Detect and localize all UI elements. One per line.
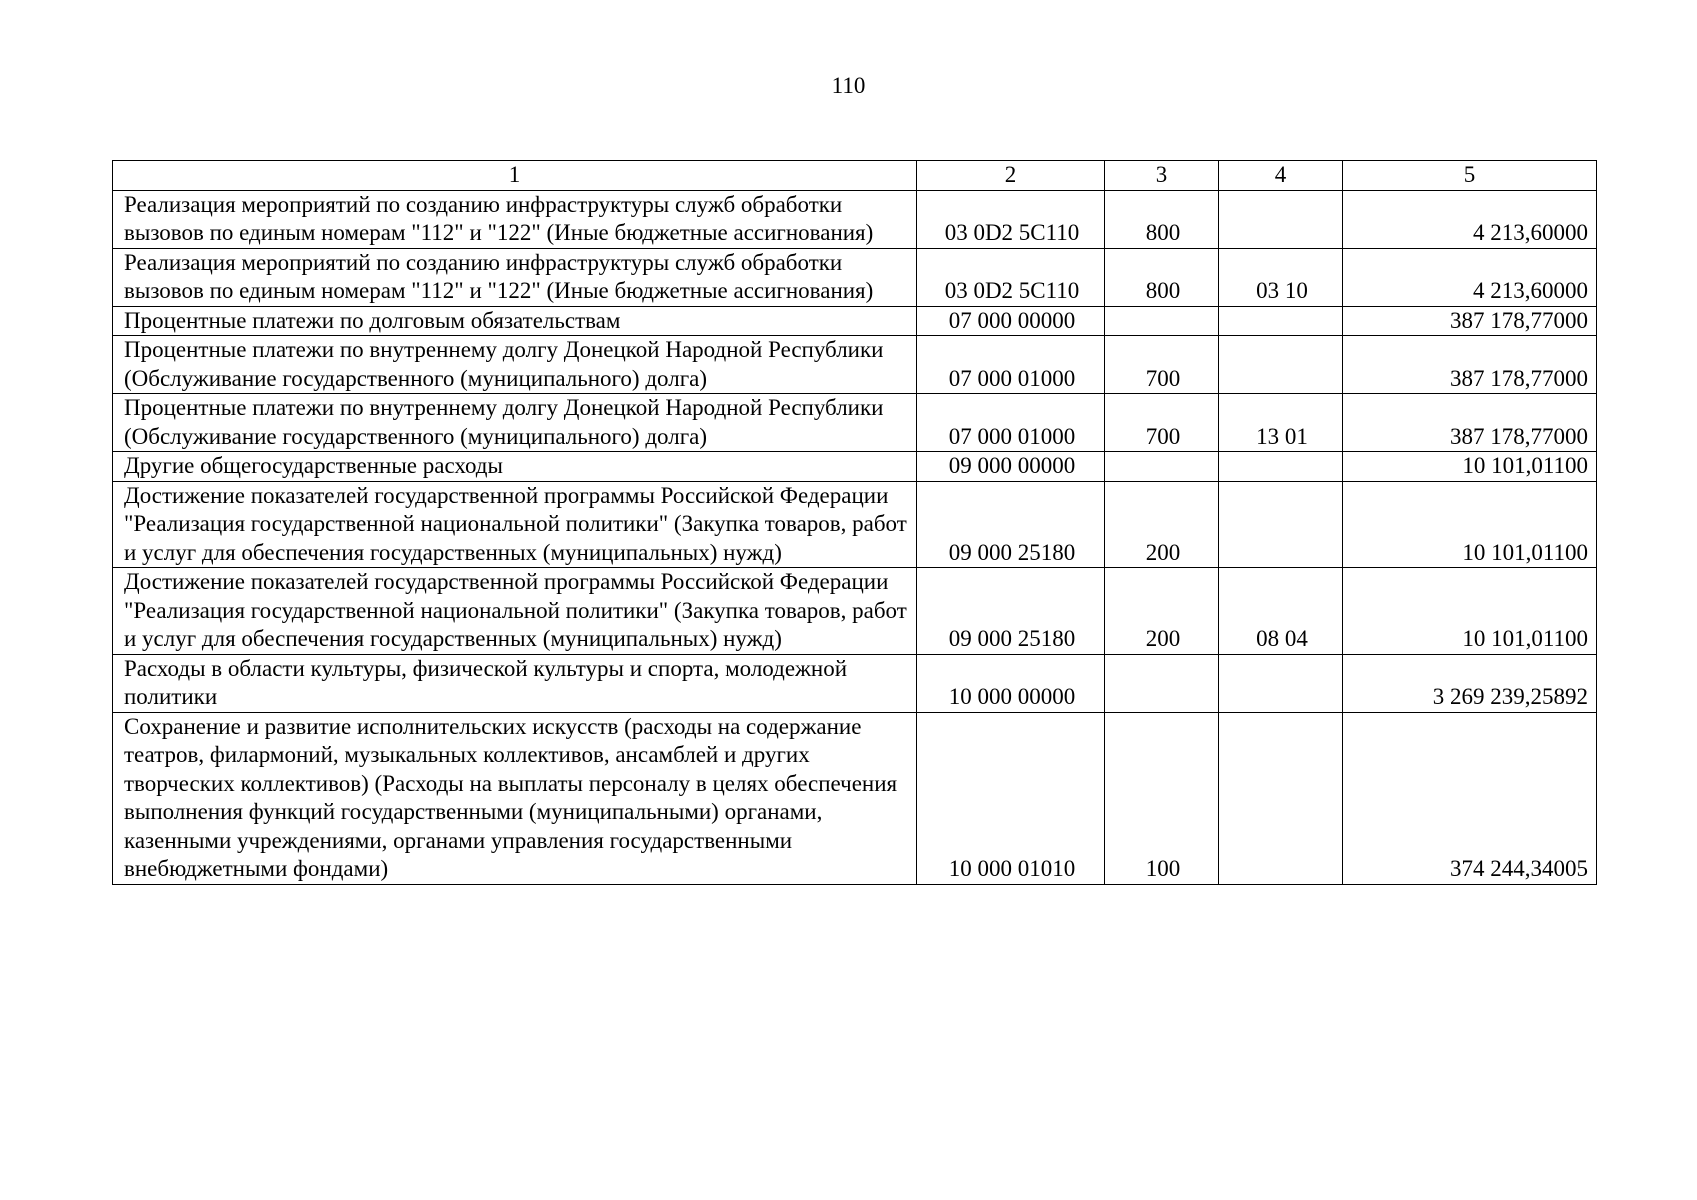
header-col-3: 3 <box>1105 161 1219 191</box>
row-code: 09 000 25180 <box>917 568 1105 655</box>
table-row <box>113 190 1597 248</box>
row-section <box>1219 481 1343 568</box>
table-row <box>113 306 1597 336</box>
row-type: 200 <box>1105 568 1219 655</box>
row-sum: 10 101,01100 <box>1343 481 1597 568</box>
row-code: 09 000 25180 <box>917 481 1105 568</box>
row-section: 08 04 <box>1219 568 1343 655</box>
table-row <box>113 568 1597 655</box>
row-code: 07 000 01000 <box>917 336 1105 394</box>
row-section <box>1219 712 1343 884</box>
table-row <box>113 452 1597 482</box>
row-name: Расходы в области культуры, физической культуры и спорта, молодежной политики <box>113 654 917 712</box>
row-name: Достижение показателей государственной программы Российской Федерации "Реализация государственной национальной политики" (Закупка товаров, работ и услуг для обеспечения государственных (муниципальных) нужд) <box>113 568 917 655</box>
header-col-2: 2 <box>917 161 1105 191</box>
row-section <box>1219 452 1343 482</box>
header-col-4: 4 <box>1219 161 1343 191</box>
row-section: 03 10 <box>1219 248 1343 306</box>
row-name: Другие общегосударственные расходы <box>113 452 917 482</box>
row-code: 07 000 00000 <box>917 306 1105 336</box>
row-sum: 4 213,60000 <box>1343 248 1597 306</box>
row-name: Реализация мероприятий по созданию инфраструктуры служб обработки вызовов по единым номерам "112" и "122" (Иные бюджетные ассигнования) <box>113 248 917 306</box>
table-row <box>113 712 1597 884</box>
row-section <box>1219 336 1343 394</box>
row-sum: 387 178,77000 <box>1343 336 1597 394</box>
row-sum: 4 213,60000 <box>1343 190 1597 248</box>
row-name: Процентные платежи по внутреннему долгу Донецкой Народной Республики (Обслуживание государственного (муниципального) долга) <box>113 394 917 452</box>
table-row <box>113 394 1597 452</box>
row-type <box>1105 306 1219 336</box>
row-sum: 387 178,77000 <box>1343 394 1597 452</box>
row-type <box>1105 452 1219 482</box>
row-type: 800 <box>1105 190 1219 248</box>
header-row <box>113 161 1597 191</box>
row-code: 03 0D2 5C110 <box>917 190 1105 248</box>
row-type <box>1105 654 1219 712</box>
row-code: 03 0D2 5C110 <box>917 248 1105 306</box>
row-name: Достижение показателей государственной программы Российской Федерации "Реализация государственной национальной политики" (Закупка товаров, работ и услуг для обеспечения государственных (муниципальных) нужд) <box>113 481 917 568</box>
row-code: 09 000 00000 <box>917 452 1105 482</box>
budget-table <box>112 160 1597 885</box>
header-col-1: 1 <box>113 161 917 191</box>
row-name: Процентные платежи по внутреннему долгу Донецкой Народной Республики (Обслуживание государственного (муниципального) долга) <box>113 336 917 394</box>
header-col-5: 5 <box>1343 161 1597 191</box>
row-sum: 10 101,01100 <box>1343 568 1597 655</box>
row-type: 100 <box>1105 712 1219 884</box>
row-section <box>1219 306 1343 336</box>
row-name: Процентные платежи по долговым обязательствам <box>113 306 917 336</box>
row-code: 10 000 01010 <box>917 712 1105 884</box>
table-row <box>113 481 1597 568</box>
row-type: 700 <box>1105 336 1219 394</box>
row-type: 200 <box>1105 481 1219 568</box>
row-code: 07 000 01000 <box>917 394 1105 452</box>
table-row <box>113 336 1597 394</box>
row-sum: 3 269 239,25892 <box>1343 654 1597 712</box>
row-section: 13 01 <box>1219 394 1343 452</box>
table-row <box>113 654 1597 712</box>
table-row <box>113 248 1597 306</box>
row-sum: 10 101,01100 <box>1343 452 1597 482</box>
row-sum: 374 244,34005 <box>1343 712 1597 884</box>
row-type: 800 <box>1105 248 1219 306</box>
row-name: Реализация мероприятий по созданию инфраструктуры служб обработки вызовов по единым номерам "112" и "122" (Иные бюджетные ассигнования) <box>113 190 917 248</box>
row-section <box>1219 654 1343 712</box>
row-name: Сохранение и развитие исполнительских искусств (расходы на содержание театров, филармоний, музыкальных коллективов, ансамблей и других творческих коллективов) (Расходы на выплаты персоналу в целях обеспечения выполнения функций государственными (муниципальными) органами, казенными учреждениями, органами управления государственными внебюджетными фондами) <box>113 712 917 884</box>
page-number: 110 <box>831 73 866 98</box>
row-type: 700 <box>1105 394 1219 452</box>
row-sum: 387 178,77000 <box>1343 306 1597 336</box>
row-section <box>1219 190 1343 248</box>
row-code: 10 000 00000 <box>917 654 1105 712</box>
